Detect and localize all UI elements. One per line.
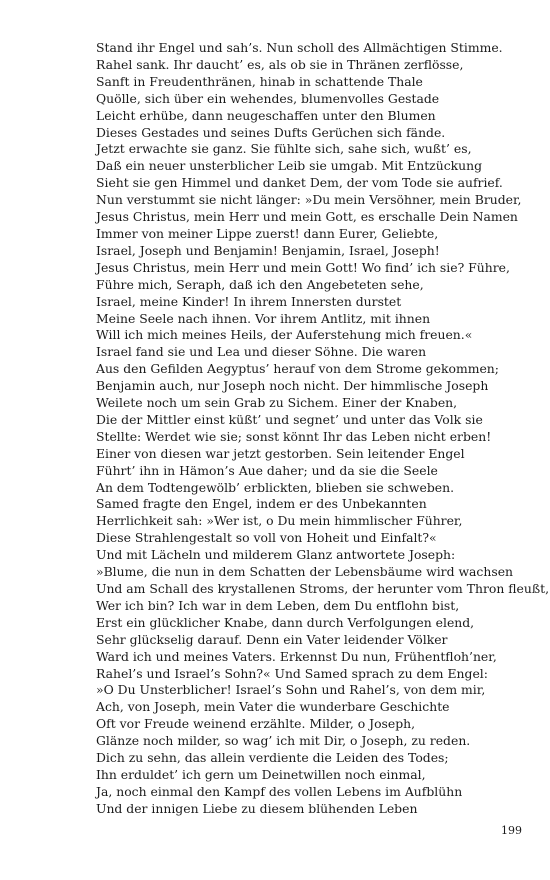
text-line: Aus den Gefilden Aegyptus’ herauf von dem Strome gekommen; [96, 361, 499, 377]
text-line: Israel, Joseph und Benjamin! Benjamin, Israel, Joseph! [96, 242, 440, 258]
text-line: An dem Todtengewölb’ erblickten, blieben sie schweben. [96, 479, 455, 495]
text-line: Führt’ ihn in Hämon’s Aue daher; und da sie die Seele [96, 462, 438, 478]
text-line: Ihn erduldet’ ich gern um Deinetwillen noch einmal, [96, 766, 426, 782]
text-line: Ja, noch einmal den Kampf des vollen Lebens im Aufblühn [96, 783, 463, 799]
text-line: Und der innigen Liebe zu diesem blühenden Leben [96, 800, 418, 816]
text-line: Die der Mittler einst küßt’ und segnet’ und unter das Volk sie [96, 411, 483, 427]
text-line: Quölle, sich über ein wehendes, blumenvolles Gestade [96, 90, 440, 106]
text-line: Stand ihr Engel und sah’s. Nun scholl des Allmächtigen Stimme. [96, 40, 503, 55]
text-line: »O Du Unsterblicher! Israel’s Sohn und Rahel’s, von dem mir, [96, 682, 486, 698]
text-line: Israel, meine Kinder! In ihrem Innersten durstet [96, 293, 402, 309]
text-line: Samed fragte den Engel, indem er des Unbekannten [96, 496, 427, 512]
text-line: Meine Seele nach ihnen. Vor ihrem Antlitz, mit ihnen [96, 310, 431, 326]
text-line: Ward ich und meines Vaters. Erkennst Du nun, Frühentfloh’ner, [96, 648, 497, 664]
text-line: Weilete noch um sein Grab zu Sichem. Einer der Knaben, [96, 395, 458, 411]
text-line: Sehr glückselig darauf. Denn ein Vater leidender Völker [96, 631, 448, 647]
text-line: Herrlichkeit sah: »Wer ist, o Du mein himmlischer Führer, [96, 513, 463, 529]
text-line: Stellte: Werdet wie sie; sonst könnt Ihr das Leben nicht erben! [96, 428, 492, 444]
text-line: Rahel’s und Israel’s Sohn?« Und Samed sprach zu dem Engel: [96, 665, 488, 681]
text-line: Israel fand sie und Lea und dieser Söhne. Die waren [96, 344, 427, 360]
text-line: Diese Strahlengestalt so voll von Hoheit und Einfalt?« [96, 530, 437, 546]
text-line: Sanft in Freudenthränen, hinab in schattende Thale [96, 73, 423, 89]
text-line: Wer ich bin? Ich war in dem Leben, dem Du entflohn bist, [96, 597, 460, 613]
text-line: Will ich mich meines Heils, der Auferstehung mich freuen.« [96, 327, 473, 343]
text-line: Glänze noch milder, so wag’ ich mit Dir, o Joseph, zu reden. [96, 733, 471, 749]
text-line: Dich zu sehn, das allein verdiente die Leiden des Todes; [96, 750, 449, 766]
text-line: Nun verstummt sie nicht länger: »Du mein Versöhner, mein Bruder, [96, 192, 522, 208]
text-line: Einer von diesen war jetzt gestorben. Sein leitender Engel [96, 445, 465, 461]
text-line: Rahel sank. Ihr daucht’ es, als ob sie in Thränen zerflösse, [96, 56, 464, 72]
text-line: Führe mich, Seraph, daß ich den Angebeteten sehe, [96, 276, 424, 292]
text-line: Jesus Christus, mein Herr und mein Gott! Wo find’ ich sie? Führe, [96, 259, 510, 275]
text-line: Und mit Lächeln und milderem Glanz antwortete Joseph: [96, 547, 456, 563]
text-line: Leicht erhübe, dann neugeschaffen unter den Blumen [96, 107, 436, 123]
text-line: Benjamin auch, nur Joseph noch nicht. Der himmlische Joseph [96, 378, 489, 394]
text-line: Jesus Christus, mein Herr und mein Gott, es erschalle Dein Namen [96, 209, 518, 225]
text-line: Oft vor Freude weinend erzählte. Milder, o Joseph, [96, 716, 416, 732]
page-number: 199 [501, 824, 522, 837]
poem-text-block [96, 40, 550, 818]
text-line: Ach, von Joseph, mein Vater die wunderbare Geschichte [96, 699, 450, 715]
text-line: Daß ein neuer unsterblicher Leib sie umgab. Mit Entzückung [96, 158, 483, 174]
text-line: Sieht sie gen Himmel und danket Dem, der vom Tode sie aufrief. [96, 175, 503, 191]
text-line: Immer von meiner Lippe zuerst! dann Eurer, Geliebte, [96, 225, 439, 241]
text-line: Jetzt erwachte sie ganz. Sie fühlte sich, sahe sich, wußt’ es, [96, 141, 472, 157]
text-line: Erst ein glücklicher Knabe, dann durch Verfolgungen elend, [96, 614, 475, 630]
text-line: »Blume, die nun in dem Schatten der Lebensbäume wird wachsen [96, 564, 514, 580]
text-line: Dieses Gestades und seines Dufts Gerüchen sich fände. [96, 124, 446, 140]
text-line: Und am Schall des krystallenen Stroms, der herunter vom Thron fleußt, [96, 581, 550, 596]
